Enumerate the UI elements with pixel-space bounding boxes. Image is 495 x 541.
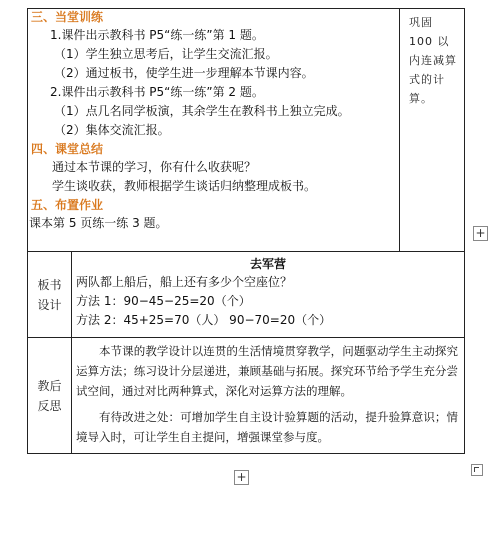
- summary-heading: 四、课堂总结: [31, 142, 104, 156]
- reflection-label-bottom: 反思: [37, 398, 62, 413]
- practice-item: 2.课件出示教科书 P5“练一练”第 2 题。: [50, 85, 264, 99]
- reflection-paragraph: 本节课的教学设计以连贯的生活情境贯穿教学，问题驱动学生主动探究运算方法；练习设计分层递进，兼顾基础与拓展。探究环节给予学生充分尝试空间，通过对比两种算式，深化对运算方法的理解。: [76, 344, 459, 398]
- reflection-row: [28, 338, 465, 454]
- side-note-cell[interactable]: [400, 9, 465, 252]
- board-design-row: [28, 252, 465, 338]
- practice-item: （1）点几名同学板演，其余学生在教科书上独立完成。: [54, 104, 350, 118]
- board-title: 去军营: [250, 257, 287, 271]
- add-row-bottom-button[interactable]: +: [234, 470, 249, 485]
- summary-item: 学生谈收获，教师根据学生谈话归纳整理成板书。: [52, 179, 317, 193]
- reflection-label-top: 教后: [37, 378, 62, 393]
- teaching-process-cell[interactable]: [28, 9, 400, 252]
- reflection-label-cell[interactable]: [28, 338, 72, 454]
- board-line: 方法 1：90−45−25=20（个）: [76, 294, 251, 308]
- practice-heading: 三、当堂训练: [31, 10, 104, 24]
- add-row-right-button[interactable]: +: [473, 226, 488, 241]
- board-label-cell[interactable]: [28, 252, 72, 338]
- practice-item: 1.课件出示教科书 P5“练一练”第 1 题。: [50, 28, 264, 42]
- summary-list: [28, 158, 399, 196]
- reflection-content-cell[interactable]: [72, 338, 465, 454]
- teaching-process-row: [28, 9, 465, 252]
- practice-list: [28, 26, 399, 140]
- table-resize-handle-icon[interactable]: [471, 464, 483, 476]
- homework-heading: 五、布置作业: [31, 198, 104, 212]
- board-line: 两队都上船后，船上还有多少个空座位？: [76, 275, 293, 289]
- board-label-top: 板书: [37, 277, 62, 292]
- practice-item: （2）通过板书，使学生进一步理解本节课内容。: [54, 66, 314, 80]
- board-label-bottom: 设计: [37, 297, 62, 312]
- board-line: 方法 2：45+25=70（人） 90−70=20（个）: [76, 313, 332, 327]
- homework-text: 课本第 5 页练一练 3 题。: [29, 216, 168, 230]
- board-lines: [72, 273, 464, 330]
- reflection-body: [72, 338, 464, 447]
- reflection-paragraph: 有待改进之处：可增加学生自主设计验算题的活动，提升验算意识；情境导入时，可让学生自主提问，增强课堂参与度。: [76, 410, 459, 444]
- practice-item: （2）集体交流汇报。: [54, 123, 170, 137]
- side-note: 巩固 100 以内连减算式的计算。: [409, 16, 458, 105]
- lesson-plan-table: [27, 8, 465, 454]
- board-content-cell[interactable]: [72, 252, 465, 338]
- practice-item: （1）学生独立思考后，让学生交流汇报。: [54, 47, 278, 61]
- summary-item: 通过本节课的学习，你有什么收获呢？: [52, 160, 257, 174]
